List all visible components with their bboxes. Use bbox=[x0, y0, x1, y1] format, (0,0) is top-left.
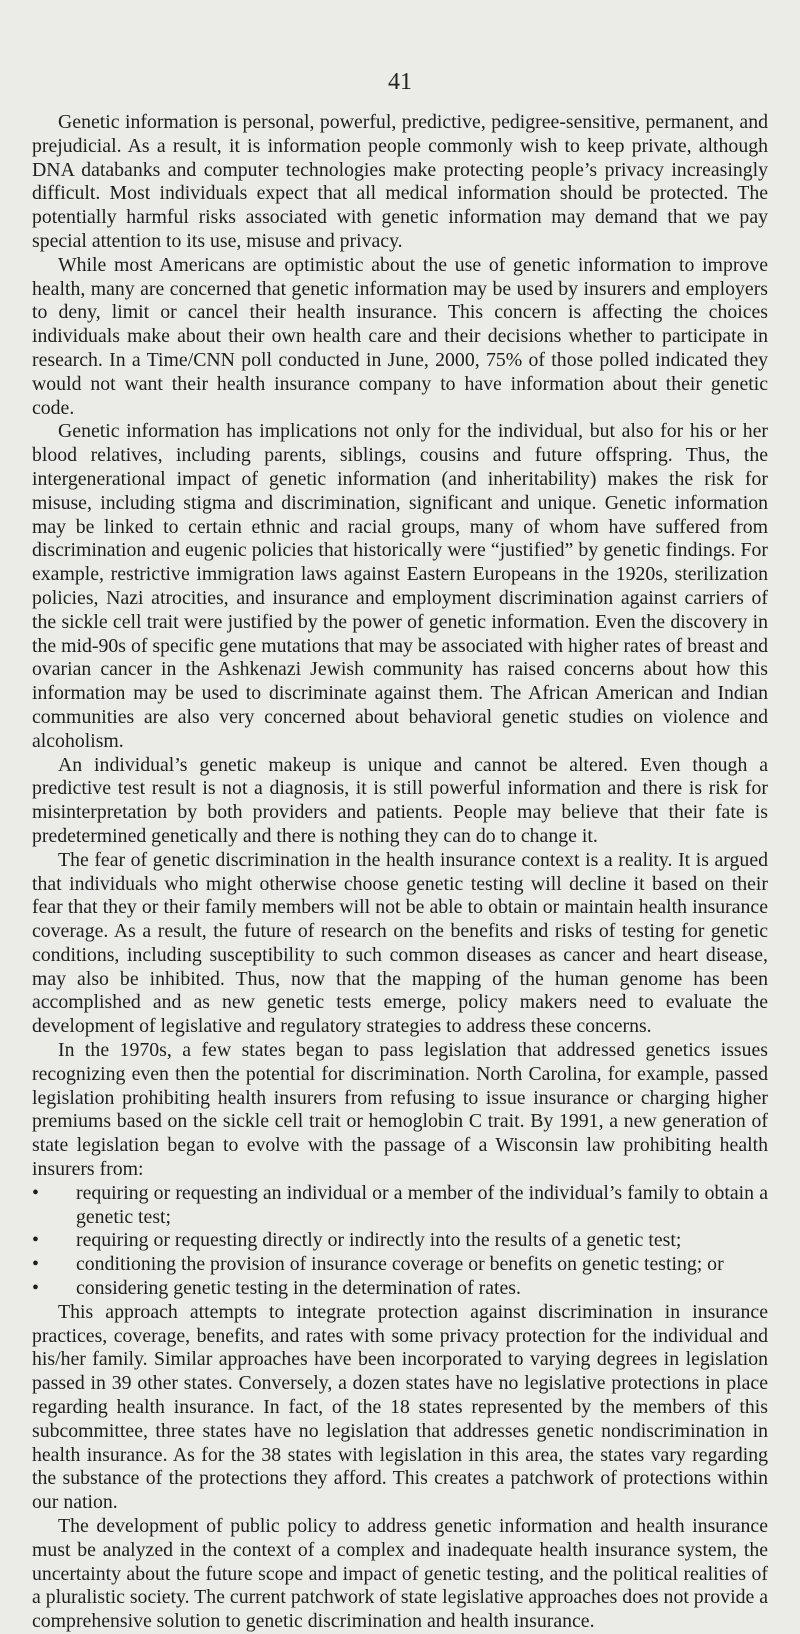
paragraph: The development of public policy to address genetic information and health insurance must be analyzed in the context of a complex and inadequate health insurance system, the uncertainty about the future scope and impact of genetic testing, and the political realities of a pluralistic society. The current patchwork of state legislative approaches does not provide a comprehensive solution to genetic discrimination and health insurance. bbox=[32, 1515, 768, 1633]
paragraph: Genetic information has implications not only for the individual, but also for his or her blood relatives, including parents, siblings, cousins and future offspring. Thus, the intergenerational impact of genetic information (and inheritability) makes the risk for misuse, including stigma and discrimination, significant and unique. Genetic information may be linked to certain ethnic and racial groups, many of whom have suffered from discrimination and eugenic policies that historically were “justified” by genetic findings. For example, restrictive immigration laws against Eastern Europeans in the 1920s, sterilization policies, Nazi atrocities, and insurance and employment discrimination against carriers of the sickle cell trait were justified by the power of genetic information. Even the discovery in the mid-90s of specific gene mutations that may be associated with higher rates of breast and ovarian cancer in the Ashkenazi Jewish community has raised concerns about how this information may be used to discriminate against them. The African American and Indian communities are also very concerned about behavioral genetic studies on violence and alcoholism. bbox=[32, 420, 768, 752]
body-text bbox=[32, 111, 768, 1634]
bullet-item: • requiring or requesting directly or indirectly into the results of a genetic test; bbox=[32, 1229, 768, 1253]
bullet-item: • conditioning the provision of insurance coverage or benefits on genetic testing; or bbox=[32, 1253, 768, 1277]
paragraph: An individual’s genetic makeup is unique and cannot be altered. Even though a predictive test result is not a diagnosis, it is still powerful information and there is risk for misinterpretation by both providers and patients. People may believe that their fate is predetermined genetically and there is nothing they can do to change it. bbox=[32, 753, 768, 847]
page-number: 41 bbox=[388, 69, 412, 95]
paragraph: In the 1970s, a few states began to pass legislation that addressed genetics issues recognizing even then the potential for discrimination. North Carolina, for example, passed legislation prohibiting health insurers from refusing to issue insurance or charging higher premiums based on the sickle cell trait or hemoglobin C trait. By 1991, a new generation of state legislation began to evolve with the passage of a Wisconsin law prohibiting health insurers from: bbox=[32, 1039, 768, 1181]
bullet-list bbox=[32, 1182, 768, 1301]
paragraph: Genetic information is personal, powerful, predictive, pedigree-sensitive, permanent, and prejudicial. As a result, it is information people commonly wish to keep private, although DNA databanks and computer technologies make protecting people’s privacy increasingly difficult. Most individuals expect that all medical information should be protected. The potentially harmful risks associated with genetic information may demand that we pay special attention to its use, misuse and privacy. bbox=[32, 111, 768, 252]
bullet-item: • requiring or requesting an individual or a member of the individual’s family to obtain a genetic test; bbox=[32, 1182, 768, 1230]
paragraph: This approach attempts to integrate protection against discrimination in insurance practices, coverage, benefits, and rates with some privacy protection for the individual and his/her family. Similar approaches have been incorporated to varying degrees in legislation passed in 39 other states. Conversely, a dozen states have no legislative protections in place regarding health insurance. In fact, of the 18 states represented by the members of this subcommittee, three states have no legislation that addresses genetic nondiscrimination in health insurance. As for the 38 states with legislation in this area, the states vary regarding the substance of the protections they afford. This creates a patchwork of protections within our nation. bbox=[32, 1300, 768, 1514]
paragraph: The fear of genetic discrimination in the health insurance context is a reality. It is argued that individuals who might otherwise choose genetic testing will decline it based on their fear that they or their family members will not be able to obtain or maintain health insurance coverage. As a result, the future of research on the benefits and risks of testing for genetic conditions, including susceptibility to such common diseases as cancer and heart disease, may also be inhibited. Thus, now that the mapping of the human genome has been accomplished and as new genetic tests emerge, policy makers need to evaluate the development of legislative and regulatory strategies to address these concerns. bbox=[32, 848, 768, 1038]
paragraph: While most Americans are optimistic about the use of genetic information to improve health, many are concerned that genetic information may be used by insurers and employers to deny, limit or cancel their health insurance. This concern is affecting the choices individuals make about their own health care and their decisions whether to participate in research. In a Time/CNN poll conducted in June, 2000, 75% of those polled indicated they would not want their health insurance company to have information about their genetic code. bbox=[32, 253, 768, 419]
bullet-item: • considering genetic testing in the determination of rates. bbox=[32, 1277, 768, 1301]
